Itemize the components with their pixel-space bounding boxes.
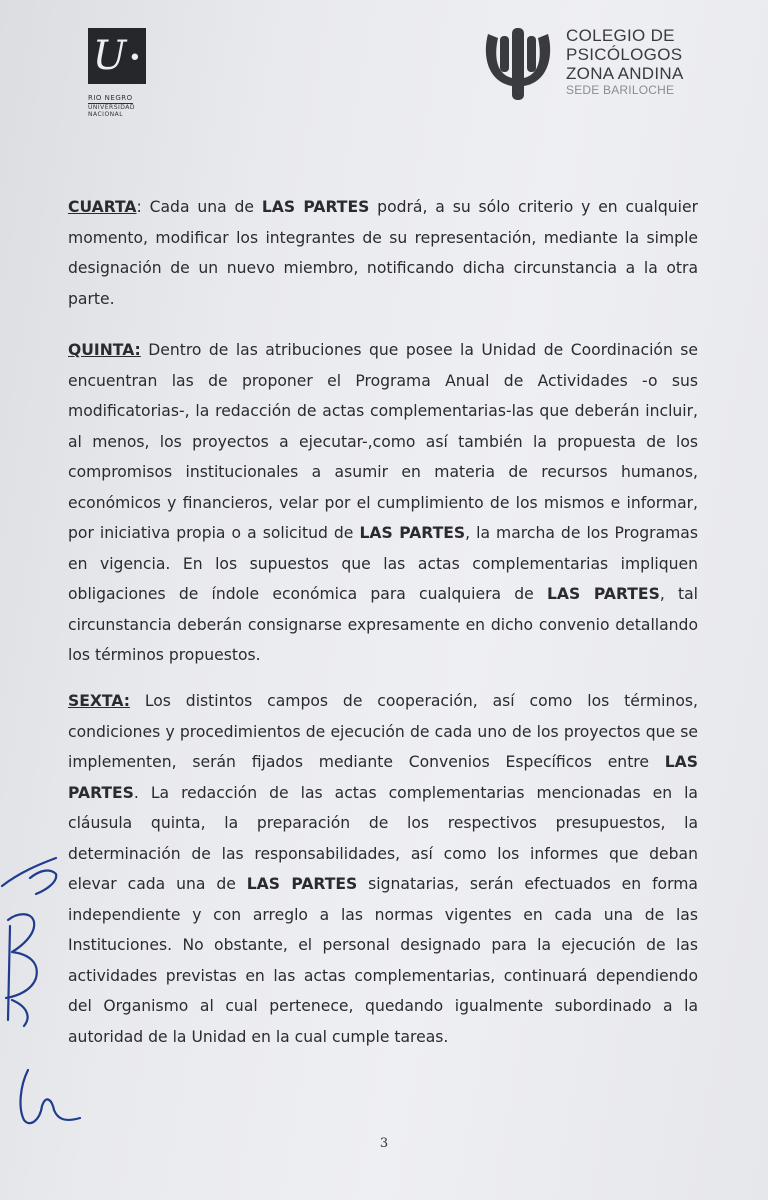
unrn-logo-line-3: NACIONAL [88, 110, 124, 118]
unrn-logo-line-2: UNIVERSIDAD [88, 104, 136, 112]
clause-heading: CUARTA [68, 198, 137, 216]
clause-text: , la marcha de los Programas en vigencia. En los supuestos que las actas complementarias impliquen obligaciones de índole económica para cualquiera de [68, 524, 698, 603]
psi-logo-icon [478, 26, 558, 102]
clause-sexta [68, 686, 698, 1052]
clause-quinta [68, 335, 698, 671]
clause-heading: SEXTA: [68, 692, 130, 710]
clause-cuarta [68, 192, 698, 314]
unrn-logo-line-1: RIO NEGRO [88, 95, 133, 104]
clause-text: Dentro de las atribuciones que posee la Unidad de Coordinación se encuentran las de proponer el Programa Anual de Actividades -o sus modificatorias-, la redacción de actas complementarias-las que deberán incluir, al menos, los proyectos a ejecutar-,como así también la propuesta de los compromisos institucionales a asumir en materia de recursos humanos, económicos y financieros, velar por el cumplimiento de los mismos e informar, por iniciativa propia o a solicitud de [68, 341, 698, 542]
las-partes-term: LAS PARTES [68, 753, 698, 802]
las-partes-term: LAS PARTES [546, 585, 660, 603]
cp-line-4: SEDE BARILOCHE [566, 83, 675, 97]
unrn-logo-text [88, 87, 152, 118]
unrn-monogram: U [92, 33, 127, 79]
cp-line-3: ZONA ANDINA [566, 64, 684, 83]
handwritten-initials-signature [0, 850, 110, 1150]
las-partes-term: LAS PARTES [359, 524, 466, 542]
clause-text: . La redacción de las actas complementarias mencionadas en la cláusula quinta, la preparación de los respectivos presupuestos, la determinación de las responsabilidades, así como los informes que deban elevar cada una de [68, 783, 698, 893]
las-partes-term: LAS PARTES [246, 875, 358, 893]
clause-text: Los distintos campos de cooperación, así como los términos, condiciones y procedimientos de ejecución de cada uno de los proyectos que se implementen, serán fijados mediante Convenios Específicos entre [68, 692, 698, 771]
las-partes-term: LAS PARTES [261, 198, 370, 216]
universidad-rio-negro-logo [88, 28, 152, 118]
colegio-psicologos-logo [478, 24, 698, 108]
clause-heading: QUINTA: [68, 341, 141, 359]
colegio-psicologos-text [566, 26, 684, 97]
clause-text: signatarias, serán efectuados en forma independiente y con arreglo a las normas vigentes en cada una de las Instituciones. No obstante, el personal designado para la ejecución de las actividades previstas en las actas complementarias, continuará dependiendo del Organismo al cual pertenece, quedando igualmente subordinado a la autoridad de la Unidad en la cual cumple tareas. [68, 875, 698, 1046]
clause-text: , tal circunstancia deberán consignarse expresamente en dicho convenio detallando los términos propuestos. [68, 585, 698, 664]
cp-line-2: PSICÓLOGOS [566, 45, 683, 64]
cp-line-1: COLEGIO DE [566, 26, 675, 45]
clause-text: : Cada una de [136, 198, 262, 216]
unrn-logo-mark: U • [88, 28, 146, 84]
clause-text: podrá, a su sólo criterio y en cualquier momento, modificar los integrantes de su representación, mediante la simple designación de un nuevo miembro, notificando dicha circunstancia a la otra parte. [68, 198, 698, 308]
page-number: 3 [379, 1136, 389, 1151]
